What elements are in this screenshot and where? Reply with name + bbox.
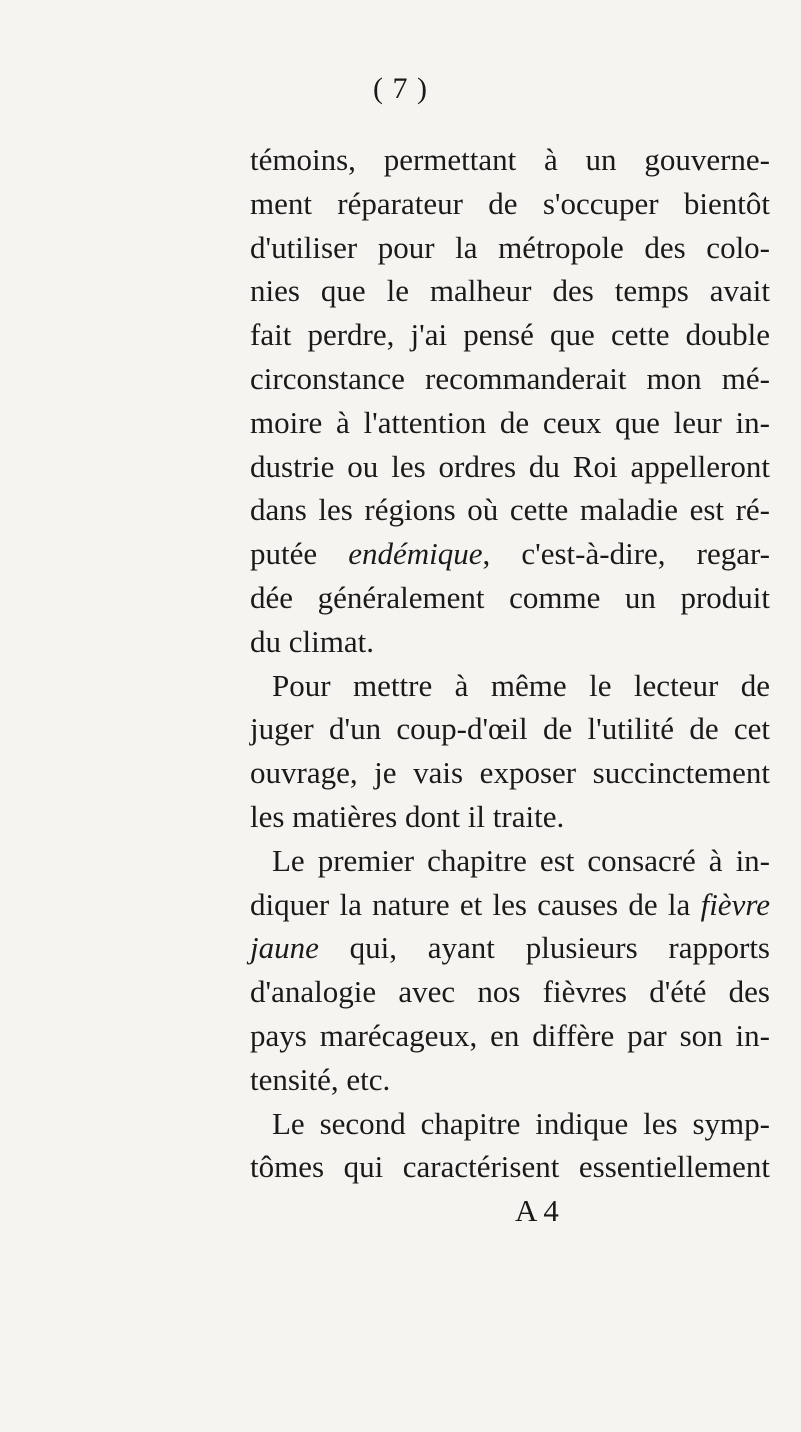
text-line: dustrie ou les ordres du Roi appelleront	[250, 448, 770, 484]
body-text	[250, 138, 770, 1233]
text-line: les matières dont il traite.	[250, 798, 565, 834]
signature-mark: A 4	[515, 1193, 559, 1229]
text-segment: diquer la nature et les causes de la	[250, 886, 701, 922]
italic-term: jaune	[250, 930, 319, 966]
text-line	[250, 926, 770, 970]
text-line: du climat.	[250, 623, 374, 659]
text-line: d'utiliser pour la métropole des colo-	[250, 229, 770, 265]
text-line: témoins, permettant à un gouverne-	[250, 142, 770, 177]
text-line: nies que le malheur des temps avait	[250, 273, 770, 309]
text-line: circonstance recommanderait mon mé-	[250, 360, 770, 396]
text-line: tômes qui caractérisent essentiellement	[250, 1149, 770, 1185]
text-line: d'analogie avec nos fièvres d'été des	[250, 974, 770, 1010]
text-segment: putée	[250, 536, 349, 572]
text-line: Le premier chapitre est consacré à in-	[272, 842, 770, 878]
italic-term: fièvre	[700, 886, 770, 922]
text-segment: qui, ayant plusieurs rapports	[318, 930, 770, 966]
text-line: fait perdre, j'ai pensé que cette double	[250, 317, 770, 353]
page-number: ( 7 )	[373, 72, 428, 105]
text-line: Pour mettre à même le lecteur de	[272, 667, 770, 703]
text-segment: , c'est-à-dire, regar-	[482, 536, 770, 572]
text-line: dée généralement comme un produit	[250, 579, 770, 615]
text-line: moire à l'attention de ceux que leur in-	[250, 404, 770, 440]
text-line	[250, 532, 770, 576]
text-line: juger d'un coup-d'œil de l'utilité de cet	[250, 711, 770, 747]
italic-term: endémique	[348, 536, 483, 572]
text-line	[250, 883, 770, 927]
text-line: pays marécageux, en diffère par son in-	[250, 1017, 770, 1053]
text-line: ment réparateur de s'occuper bientôt	[250, 185, 770, 221]
text-line: ouvrage, je vais exposer succinctement	[250, 755, 770, 791]
text-line: Le second chapitre indique les symp-	[272, 1105, 770, 1141]
text-line: dans les régions où cette maladie est ré-	[250, 492, 770, 528]
text-line: tensité, etc.	[250, 1061, 391, 1097]
